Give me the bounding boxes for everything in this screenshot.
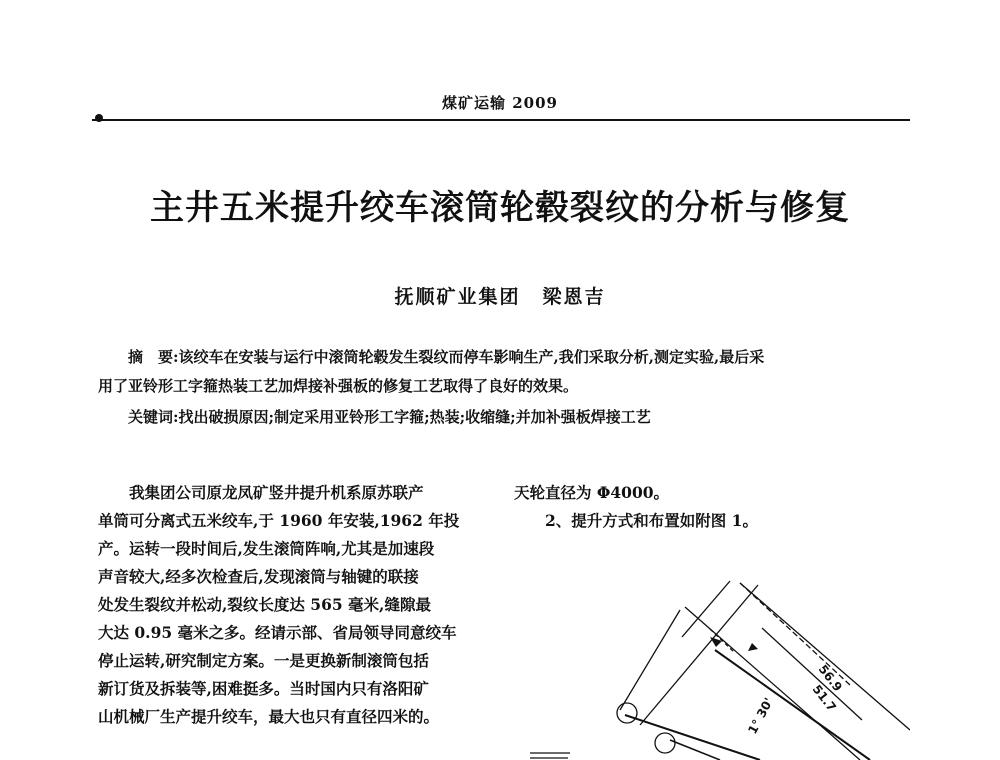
keywords-label: 关键词: (128, 408, 179, 426)
abstract-text-line2: 用了亚铃形工字箍热装工艺加焊接补强板的修复工艺取得了良好的效果。 (98, 377, 579, 395)
author-name: 梁恩吉 (542, 286, 606, 308)
hoisting-layout-figure (530, 565, 910, 760)
header-rule-dot (95, 114, 103, 122)
body-line: 我集团公司原龙凤矿竖井提升机系原苏联产 (129, 483, 424, 502)
body-line: 产。运转一段时间后,发生滚筒阵响,尤其是加速段 (98, 539, 435, 558)
body-line: 停止运转,研究制定方案。一是更换新制滚筒包括 (98, 651, 429, 670)
abstract-text-line1: 该绞车在安装与运行中滚筒轮毂发生裂纹而停车影响生产,我们采取分析,测定实验,最后采 (178, 348, 765, 366)
pulley-circle (617, 703, 637, 723)
angle-label: 1° 30' (745, 695, 776, 737)
body-line: 处发生裂纹并松动,裂纹长度达 565 毫米,缝隙最 (98, 595, 431, 614)
author-line (0, 282, 1000, 309)
figure-line (682, 581, 730, 637)
body-line: 大达 0.95 毫米之多。经请示部、省局领导同意绞车 (98, 623, 457, 642)
dimension-inner-label: 51.7 (809, 682, 839, 715)
body-right-line2: 2、提升方式和布置如附图 1。 (545, 511, 758, 530)
body-right-line1: 天轮直径为 Φ4000。 (514, 483, 670, 502)
figure-line (620, 610, 680, 710)
header-rule (92, 119, 910, 121)
body-line: 新订货及拆装等,困难挺多。当时国内只有洛阳矿 (98, 679, 429, 698)
body-left-column (98, 479, 493, 731)
author-affiliation: 抚顺矿业集团 (394, 286, 521, 308)
body-right-column (514, 479, 914, 535)
abstract-label: 摘 要: (128, 348, 179, 366)
dimension-line-inner (762, 628, 862, 720)
pulley-circle (655, 733, 675, 753)
rope-line (715, 650, 870, 760)
dimension-arrow (748, 643, 758, 651)
rope-line (625, 715, 760, 760)
rope-line (670, 740, 720, 760)
keywords-text: 找出破损原因;制定采用亚铃形工字箍;热装;收缩缝;并加补强板焊接工艺 (178, 408, 651, 426)
journal-header: 煤矿运输 2009 (442, 94, 558, 112)
body-line: 山机械厂生产提升绞车，最大也只有直径四米的。 (98, 707, 440, 726)
abstract (98, 343, 913, 401)
body-line: 声音较大,经多次检查后,发现滚筒与轴键的联接 (98, 567, 419, 586)
article-title: 主井五米提升绞车滚筒轮毂裂纹的分析与修复 (150, 188, 850, 228)
keywords (128, 403, 913, 432)
dimension-outer-label: 56.9 (815, 662, 845, 695)
body-line: 单筒可分离式五米绞车,于 1960 年安装,1962 年投 (98, 511, 460, 530)
